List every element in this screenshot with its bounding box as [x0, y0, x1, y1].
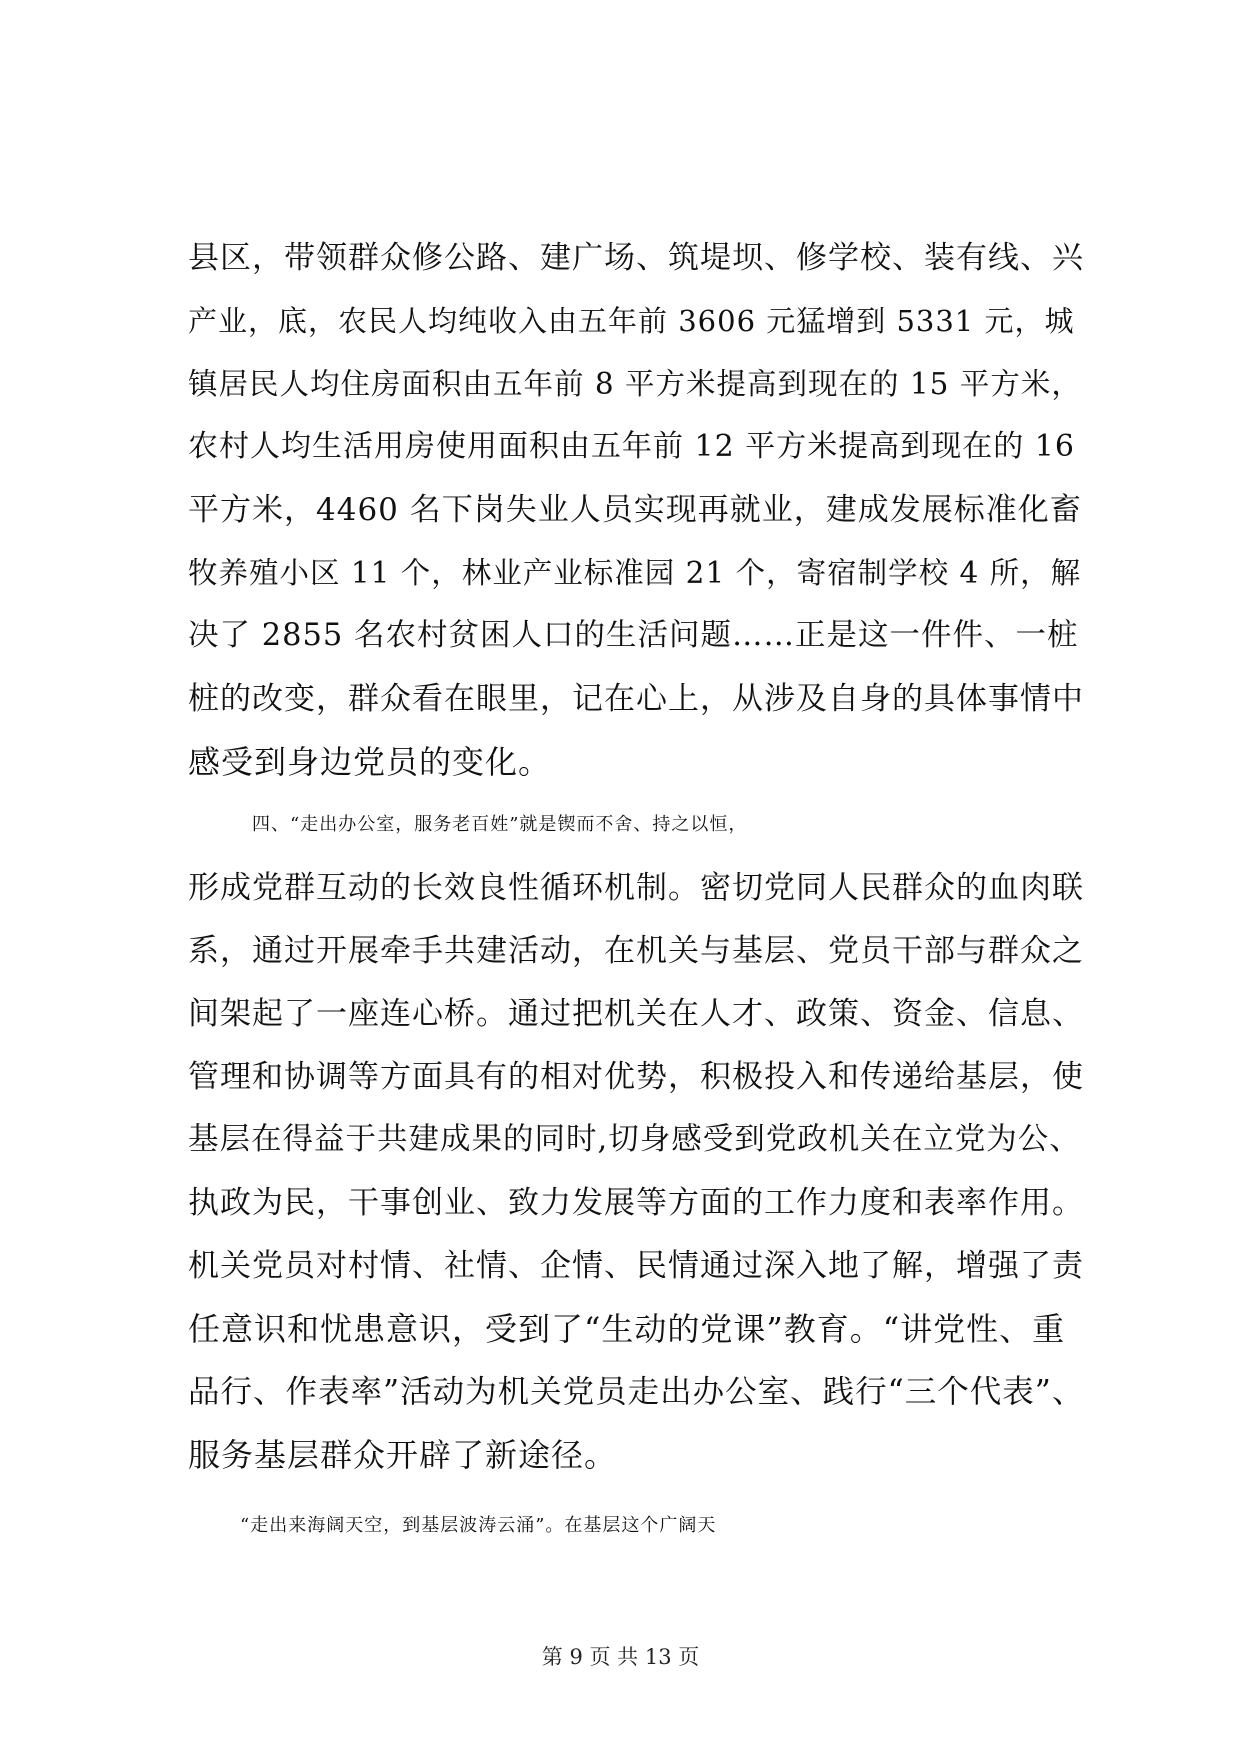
- text-line: 平方米，4460 名下岗失业人员实现再就业，建成发展标准化畜: [188, 492, 1082, 528]
- page-number-footer: 第 9 页 共 13 页: [541, 1645, 700, 1669]
- text-line: 感受到身边党员的变化。: [188, 743, 552, 781]
- text-line: 任意识和忧患意识，受到了“生动的党课”教育。“讲党性、重: [188, 1310, 1066, 1348]
- text-line: 镇居民人均住房面积由五年前 8 平方米提高到现在的 15 平方米，: [188, 367, 1082, 401]
- text-line: 牧养殖小区 11 个，林业产业标准园 21 个，寄宿制学校 4 所，解: [188, 556, 1082, 590]
- text-line: 服务基层群众开辟了新途径。: [188, 1436, 618, 1474]
- text-line: 系，通过开展牵手共建活动，在机关与基层、党员干部与群众之: [188, 933, 1084, 969]
- text-line: 间架起了一座连心桥。通过把机关在人才、政策、资金、信息、: [188, 996, 1084, 1032]
- text-line: 执政为民，干事创业、致力发展等方面的工作力度和表率作用。: [188, 1185, 1084, 1221]
- text-line: 产业，底，农民人均纯收入由五年前 3606 元猛增到 5331 元，城: [188, 304, 1075, 338]
- text-line: 机关党员对村情、社情、企情、民情通过深入地了解，增强了责: [188, 1248, 1084, 1284]
- paragraph-first-line: “走出来海阔天空，到基层波涛云涌”。在基层这个广阔天: [240, 1515, 717, 1536]
- text-line: 管理和协调等方面具有的相对优势，积极投入和传递给基层，使: [188, 1059, 1084, 1095]
- text-line: 基层在得益于共建成果的同时,切身感受到党政机关在立党为公、: [188, 1122, 1081, 1157]
- text-line: 形成党群互动的长效良性循环机制。密切党同人民群众的血肉联: [188, 870, 1084, 906]
- text-line: 县区，带领群众修公路、建广场、筑堤坝、修学校、装有线、兴: [188, 240, 1084, 276]
- text-line: 决了 2855 名农村贫困人口的生活问题……正是这一件件、一桩: [188, 618, 1079, 653]
- text-line: 桩的改变，群众看在眼里，记在心上，从涉及自身的具体事情中: [188, 681, 1084, 717]
- paragraph-first-line: 四、“走出办公室，服务老百姓”就是锲而不舍、持之以恒，: [252, 814, 748, 835]
- text-line: 农村人均生活用房使用面积由五年前 12 平方米提高到现在的 16: [188, 429, 1075, 464]
- text-line: 品行、作表率”活动为机关党员走出办公室、践行“三个代表”、: [188, 1374, 1085, 1410]
